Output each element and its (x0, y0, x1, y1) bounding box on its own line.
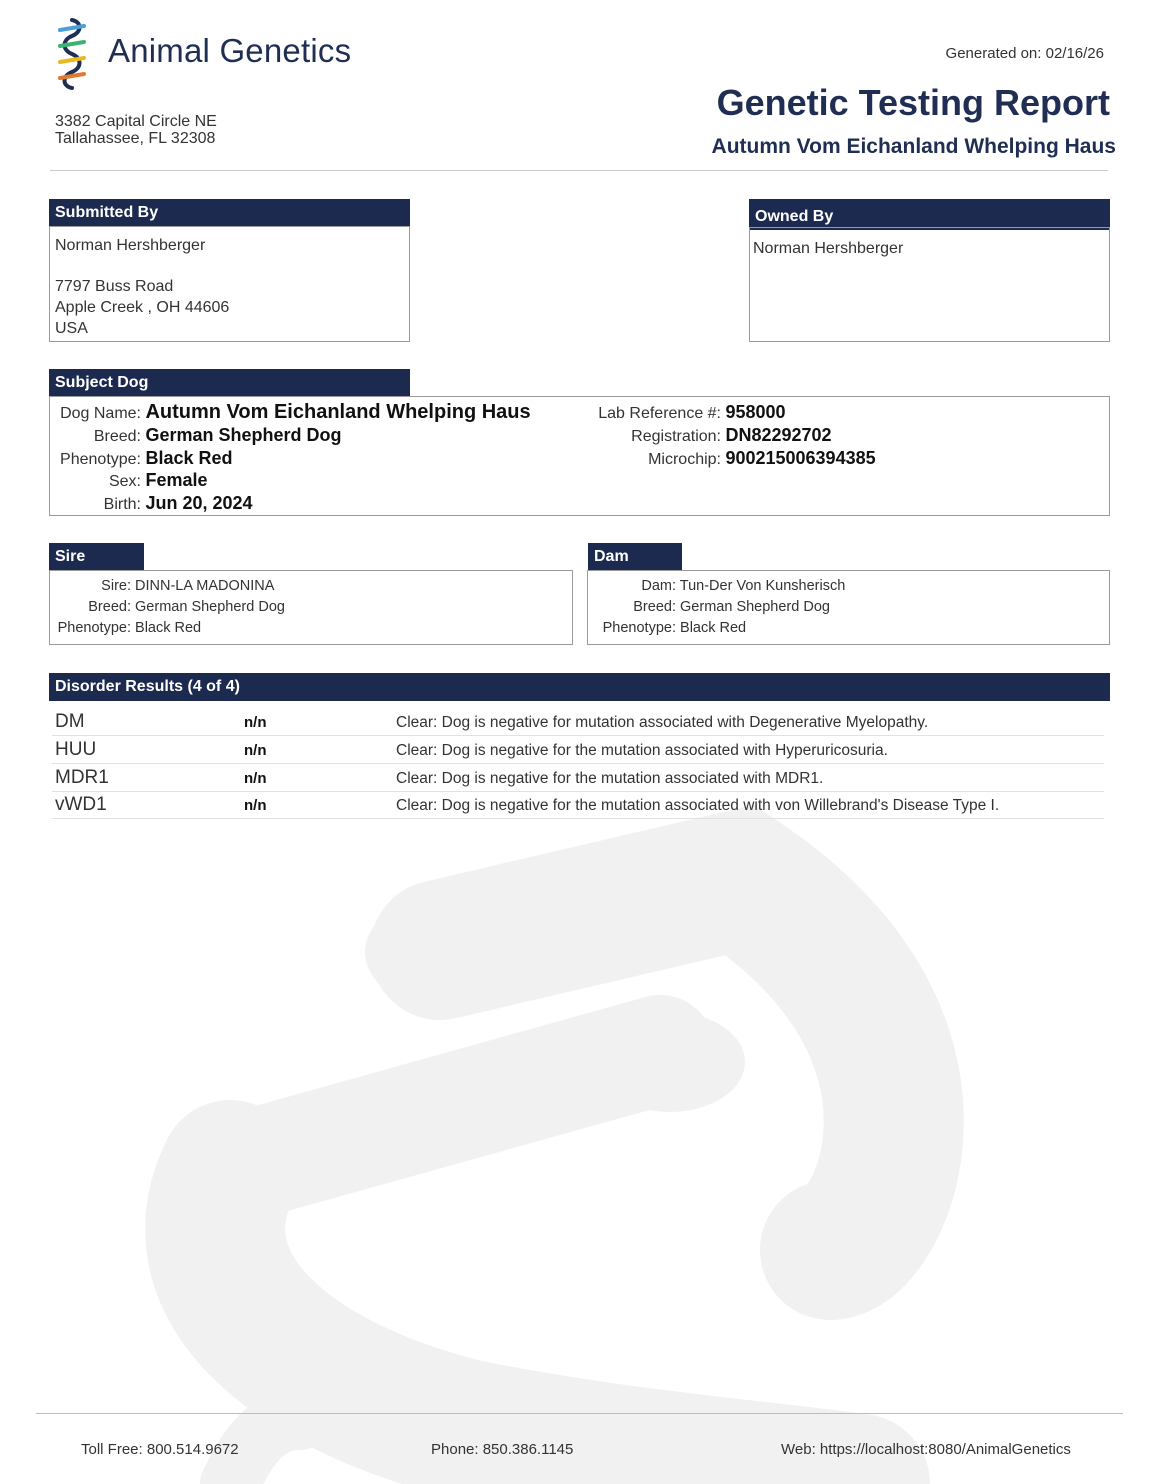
dam-name-row: Dam: Tun-Der Von Kunsherisch (641, 578, 846, 594)
sire-name: DINN-LA MADONINA (135, 578, 275, 594)
registration-number: DN82292702 (725, 425, 832, 445)
sire-breed-row: Breed: German Shepherd Dog (88, 599, 285, 615)
lab-reference: 958000 (725, 402, 786, 422)
disorder-genotype: n/n (244, 714, 267, 731)
sire-phenotype: Black Red (135, 620, 202, 636)
dog-sex-row: Sex: Female (108, 470, 208, 490)
dog-name-row: Dog Name: Autumn Vom Eichanland Whelping Haus (60, 401, 531, 423)
microchip-row: Microchip: 900215006394385 (648, 448, 876, 468)
sire-name-row: Sire: DINN-LA MADONINA (101, 578, 275, 594)
owned-by-header: Owned By (749, 199, 1110, 230)
dog-birth: Jun 20, 2024 (145, 493, 253, 513)
disorder-name: HUU (55, 739, 97, 760)
disorder-genotype: n/n (244, 797, 267, 814)
dna-helix-icon (52, 16, 92, 92)
disorder-result: Clear: Dog is negative for the mutation associated with Hyperuricosuria. (396, 742, 888, 759)
owned-by-box (749, 227, 1110, 342)
dam-phenotype-row: Phenotype: Black Red (602, 620, 747, 636)
dam-phenotype: Black Red (680, 620, 747, 636)
disorder-row (52, 791, 1104, 819)
disorder-name: MDR1 (55, 767, 109, 788)
lab-ref-row: Lab Reference #: 958000 (598, 402, 786, 422)
logo-text: Animal Genetics (108, 32, 352, 69)
footer-phone: Phone: 850.386.1145 (431, 1441, 574, 1458)
company-address (55, 113, 217, 147)
disorder-genotype: n/n (244, 770, 267, 787)
dam-name: Tun-Der Von Kunsherisch (679, 578, 846, 594)
owner-name: Norman Hershberger (753, 240, 904, 257)
report-subtitle: Autumn Vom Eichanland Whelping Haus (711, 135, 1116, 158)
registration-row: Registration: DN82292702 (631, 425, 832, 445)
footer-web: Web: https://localhost:8080/AnimalGenetics (781, 1441, 1071, 1458)
submitter-city: Apple Creek , OH 44606 (55, 299, 230, 316)
address-line-1: 3382 Capital Circle NE (55, 113, 217, 130)
sire-phenotype-row: Phenotype: Black Red (57, 620, 202, 636)
disorder-row (52, 764, 1104, 792)
dog-phenotype-row: Phenotype: Black Red (60, 448, 233, 468)
submitted-by-box (49, 226, 410, 342)
subject-dog-header: Subject Dog (49, 369, 410, 397)
dam-breed: German Shepherd Dog (680, 599, 830, 615)
dog-name: Autumn Vom Eichanland Whelping Haus (145, 401, 531, 423)
submitter-name: Norman Hershberger (55, 237, 206, 254)
dog-breed-row: Breed: German Shepherd Dog (93, 425, 342, 445)
address-line-2: Tallahassee, FL 32308 (55, 130, 216, 147)
microchip-number: 900215006394385 (725, 448, 876, 468)
generated-date: Generated on: 02/16/26 (945, 45, 1104, 62)
disorder-result: Clear: Dog is negative for the mutation associated with von Willebrand's Disease Type I. (396, 797, 1000, 814)
disorder-row (52, 736, 1104, 764)
disorder-result: Clear: Dog is negative for mutation associated with Degenerative Myelopathy. (396, 714, 929, 731)
disorder-row (52, 708, 1104, 736)
dog-breed: German Shepherd Dog (145, 425, 342, 445)
dam-breed-row: Breed: German Shepherd Dog (633, 599, 830, 615)
submitter-country: USA (55, 320, 88, 337)
disorder-result: Clear: Dog is negative for the mutation associated with MDR1. (396, 770, 824, 787)
footer-toll-free: Toll Free: 800.514.9672 (81, 1441, 239, 1458)
dam-header: Dam (588, 543, 682, 571)
dog-sex: Female (145, 470, 208, 490)
sire-header: Sire (49, 543, 144, 571)
dog-phenotype: Black Red (145, 448, 233, 468)
dog-birth-row: Birth: Jun 20, 2024 (103, 493, 253, 513)
submitted-by-header: Submitted By (49, 199, 410, 226)
header-divider (50, 170, 1108, 171)
sire-breed: German Shepherd Dog (135, 599, 285, 615)
footer-divider (36, 1413, 1123, 1414)
company-logo (52, 16, 392, 92)
submitter-street: 7797 Buss Road (55, 278, 174, 295)
disorder-genotype: n/n (244, 742, 267, 759)
disorder-name: vWD1 (55, 794, 107, 815)
report-title: Genetic Testing Report (716, 82, 1110, 123)
disorder-results-header: Disorder Results (4 of 4) (49, 673, 1110, 701)
disorder-name: DM (55, 711, 85, 732)
